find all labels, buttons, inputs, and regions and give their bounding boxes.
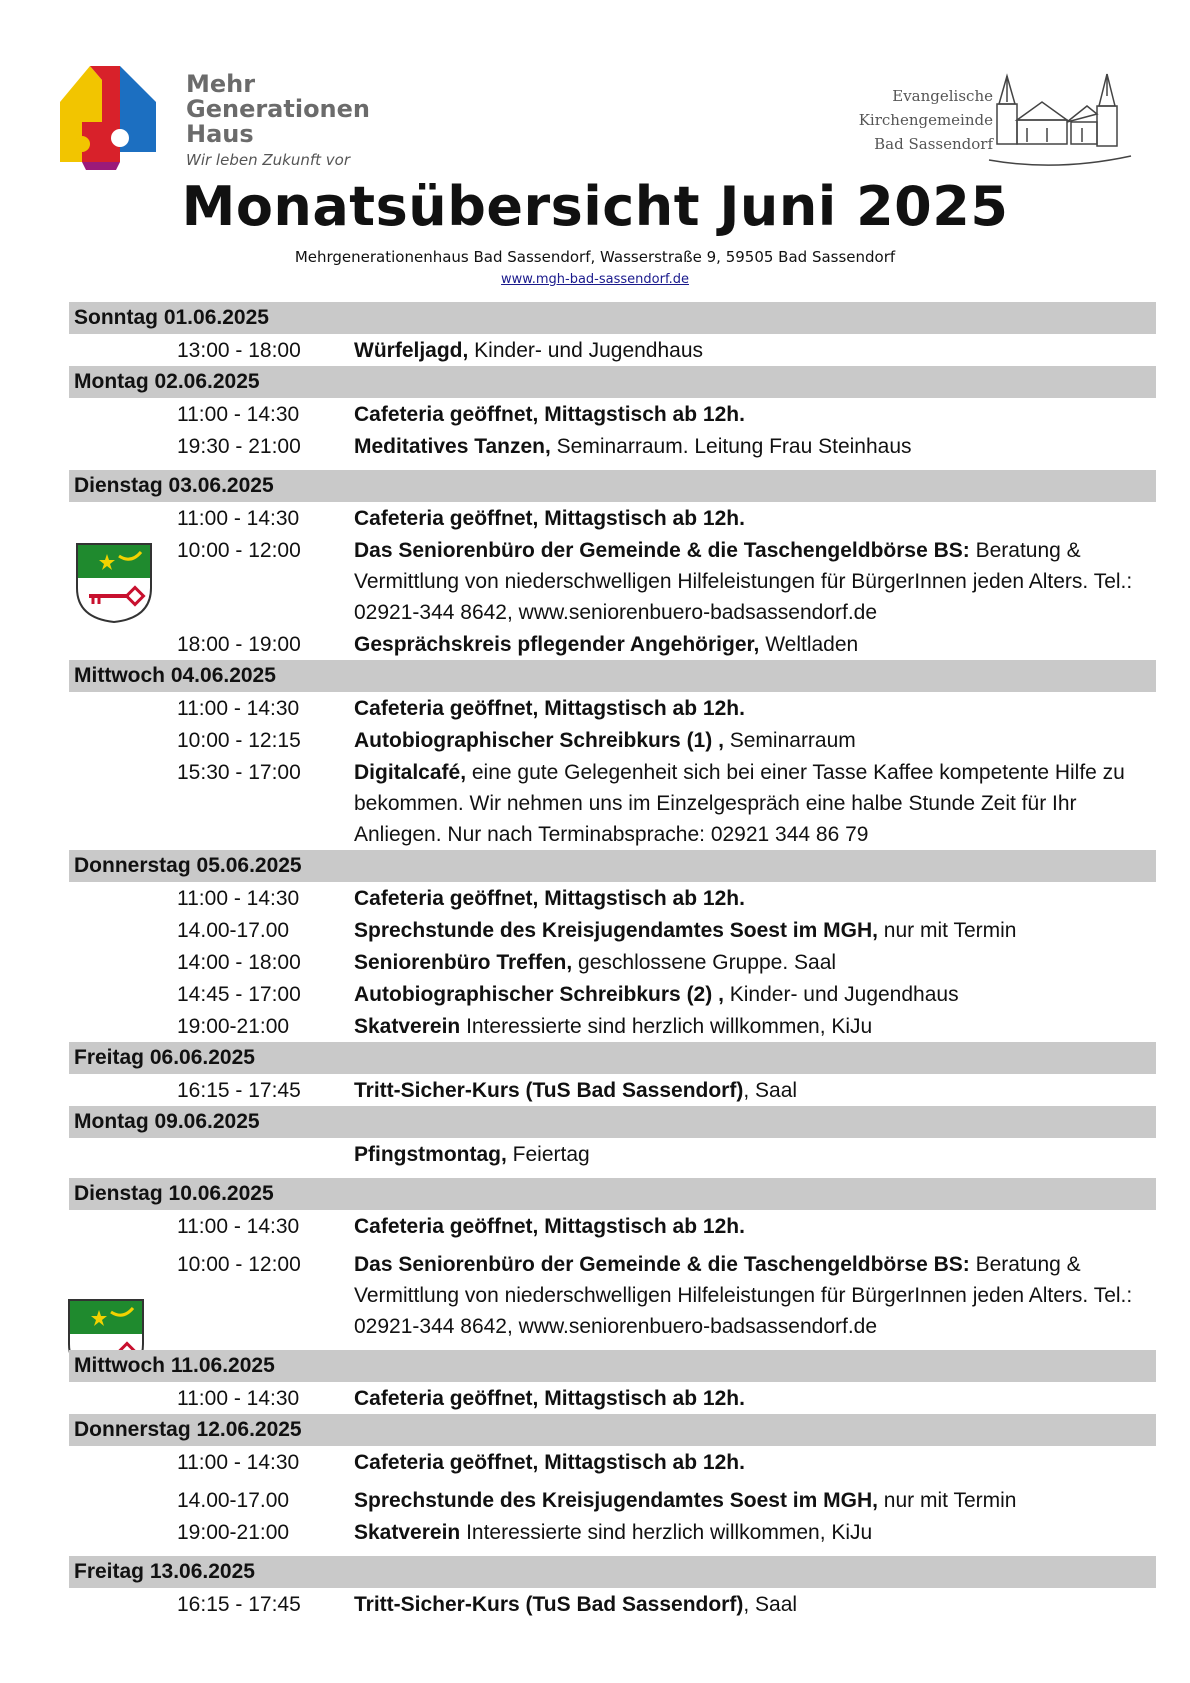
day-block — [69, 1106, 1156, 1170]
event-row — [69, 534, 1156, 628]
event-time: 19:00-21:00 — [177, 1015, 290, 1038]
event-time: 14:45 - 17:00 — [177, 983, 301, 1006]
event-row — [69, 914, 1156, 946]
event-title: Skatverein — [354, 1521, 461, 1544]
event-time: 19:30 - 21:00 — [177, 435, 301, 458]
event-time: 10:00 - 12:00 — [177, 1253, 301, 1276]
event-desc — [354, 915, 1150, 946]
event-row — [69, 882, 1156, 914]
church-logo-line3: Bad Sassendorf — [874, 135, 993, 153]
event-title: Cafeteria geöffnet, Mittagstisch ab 12h. — [354, 1451, 745, 1474]
event-text: Feiertag — [506, 1143, 590, 1166]
church-logo-line2: Kirchengemeinde — [858, 111, 993, 129]
event-desc — [354, 883, 1150, 914]
day-header: Donnerstag 05.06.2025 — [69, 850, 1156, 882]
event-row — [69, 502, 1156, 534]
day-header: Freitag 13.06.2025 — [69, 1556, 1156, 1588]
event-title: Cafeteria geöffnet, Mittagstisch ab 12h. — [354, 887, 745, 910]
event-title: Tritt-Sicher-Kurs (TuS Bad Sassendorf) — [354, 1593, 744, 1616]
event-title: Das Seniorenbüro der Gemeinde & die Taschengeldbörse BS: — [354, 1253, 970, 1276]
event-desc — [354, 399, 1150, 430]
day-block — [69, 1414, 1156, 1548]
event-text: eine gute Gelegenheit sich bei einer Tasse Kaffee kompetente Hilfe zu bekommen. Wir nehmen uns im Einzelgespräch eine halbe Stunde Zeit für Ihr Anliegen. Nur nach Terminabsprache: 02921 344 86 79 — [354, 761, 1125, 846]
event-text: Weltladen — [759, 633, 859, 656]
day-block — [69, 1350, 1156, 1414]
event-desc — [354, 1447, 1150, 1478]
day-header: Mittwoch 11.06.2025 — [69, 1350, 1156, 1382]
day-header: Freitag 06.06.2025 — [69, 1042, 1156, 1074]
day-block — [69, 1556, 1156, 1620]
event-time: 10:00 - 12:15 — [177, 729, 301, 752]
day-block — [69, 1042, 1156, 1106]
event-row — [69, 724, 1156, 756]
event-text: Kinder- und Jugendhaus — [723, 983, 959, 1006]
event-desc — [354, 629, 1150, 660]
event-title: Cafeteria geöffnet, Mittagstisch ab 12h. — [354, 1215, 745, 1238]
event-desc — [354, 503, 1150, 534]
event-time: 14:00 - 18:00 — [177, 951, 301, 974]
day-block — [69, 470, 1156, 660]
event-row — [69, 1588, 1156, 1620]
event-desc — [354, 335, 1150, 366]
event-title: Autobiographischer Schreibkurs (1) , — [354, 729, 724, 752]
event-desc — [354, 535, 1150, 628]
event-time: 16:15 - 17:45 — [177, 1079, 301, 1102]
event-title: Pfingstmontag, — [354, 1143, 507, 1166]
event-row — [69, 978, 1156, 1010]
event-text: Interessierte sind herzlich willkommen, KiJu — [460, 1521, 873, 1544]
day-block — [69, 366, 1156, 462]
mgh-logo-line2: Generationen — [186, 95, 371, 123]
event-title: Tritt-Sicher-Kurs (TuS Bad Sassendorf) — [354, 1079, 744, 1102]
event-desc — [354, 1517, 1150, 1548]
event-time: 15:30 - 17:00 — [177, 761, 301, 784]
day-header: Dienstag 10.06.2025 — [69, 1178, 1156, 1210]
event-desc — [354, 1139, 1150, 1170]
day-block — [69, 302, 1156, 366]
event-row — [69, 628, 1156, 660]
day-header: Montag 09.06.2025 — [69, 1106, 1156, 1138]
event-time: 14.00-17.00 — [177, 919, 290, 942]
event-text: , Saal — [743, 1079, 798, 1102]
event-title: Cafeteria geöffnet, Mittagstisch ab 12h. — [354, 403, 745, 426]
event-desc — [354, 947, 1150, 978]
event-title: Cafeteria geöffnet, Mittagstisch ab 12h. — [354, 507, 745, 530]
event-row — [69, 1138, 1156, 1170]
day-header: Donnerstag 12.06.2025 — [69, 1414, 1156, 1446]
event-row — [69, 946, 1156, 978]
event-desc — [354, 1589, 1150, 1620]
event-desc — [354, 1485, 1150, 1516]
event-row — [69, 1010, 1156, 1042]
event-text: Seminarraum — [723, 729, 856, 752]
mgh-logo-line1: Mehr — [186, 70, 256, 98]
event-text: Kinder- und Jugendhaus — [468, 339, 704, 362]
church-logo-line1: Evangelische — [892, 87, 993, 105]
church-logo-text — [859, 84, 993, 156]
day-header: Sonntag 01.06.2025 — [69, 302, 1156, 334]
day-block — [69, 660, 1156, 850]
event-text: nur mit Termin — [877, 1489, 1017, 1512]
event-time: 11:00 - 14:30 — [177, 403, 300, 426]
event-text: Interessierte sind herzlich willkommen, KiJu — [460, 1015, 873, 1038]
day-header: Montag 02.06.2025 — [69, 366, 1156, 398]
event-row — [69, 1248, 1156, 1342]
event-title: Autobiographischer Schreibkurs (2) , — [354, 983, 724, 1006]
event-desc — [354, 693, 1150, 724]
mgh-logo-line3: Haus — [186, 120, 254, 148]
event-title: Cafeteria geöffnet, Mittagstisch ab 12h. — [354, 697, 745, 720]
event-row — [69, 756, 1156, 850]
event-title: Meditatives Tanzen, — [354, 435, 551, 458]
day-header: Mittwoch 04.06.2025 — [69, 660, 1156, 692]
event-title: Digitalcafé, — [354, 761, 467, 784]
schedule-list — [69, 302, 1156, 1620]
mgh-logo-text — [186, 72, 370, 169]
event-title: Gesprächskreis pflegender Angehöriger, — [354, 633, 760, 656]
event-desc — [354, 1383, 1150, 1414]
event-desc — [354, 1011, 1150, 1042]
website-link[interactable]: www.mgh-bad-sassendorf.de — [501, 272, 689, 287]
mgh-puzzle-house-logo — [52, 62, 162, 172]
event-desc — [354, 1211, 1150, 1242]
day-block — [69, 1178, 1156, 1342]
event-title: Skatverein — [354, 1015, 461, 1038]
event-time: 11:00 - 14:30 — [177, 887, 300, 910]
day-block — [69, 850, 1156, 1042]
event-row — [69, 692, 1156, 724]
event-row — [69, 334, 1156, 366]
event-time: 11:00 - 14:30 — [177, 1387, 300, 1410]
mgh-slogan: Wir leben Zukunft vor — [186, 151, 350, 169]
event-title: Würfeljagd, — [354, 339, 469, 362]
event-time: 10:00 - 12:00 — [177, 539, 301, 562]
event-time: 13:00 - 18:00 — [177, 339, 301, 362]
day-header: Dienstag 03.06.2025 — [69, 470, 1156, 502]
event-title: Sprechstunde des Kreisjugendamtes Soest im MGH, — [354, 919, 878, 942]
event-title: Sprechstunde des Kreisjugendamtes Soest im MGH, — [354, 1489, 878, 1512]
event-row — [69, 1516, 1156, 1548]
event-time: 19:00-21:00 — [177, 1521, 290, 1544]
event-time: 11:00 - 14:30 — [177, 507, 300, 530]
event-desc — [354, 431, 1150, 462]
event-row — [69, 1446, 1156, 1478]
page-title: Monatsübersicht Juni 2025 — [181, 175, 1009, 238]
event-title: Das Seniorenbüro der Gemeinde & die Taschengeldbörse BS: — [354, 539, 970, 562]
event-time: 16:15 - 17:45 — [177, 1593, 301, 1616]
event-text: Beratung & Vermittlung von niederschwelligen Hilfeleistungen für BürgerInnen jeden Alters. Tel.: 02921-344 8642, www.seniorenbuero-badsassendorf.de — [354, 539, 1133, 624]
address-line: Mehrgenerationenhaus Bad Sassendorf, Wasserstraße 9, 59505 Bad Sassendorf — [294, 248, 896, 266]
event-row — [69, 1484, 1156, 1516]
event-text: Seminarraum. Leitung Frau Steinhaus — [550, 435, 912, 458]
website-link-wrapper — [0, 271, 1190, 287]
event-row — [69, 430, 1156, 462]
event-desc — [354, 757, 1150, 850]
event-desc — [354, 725, 1150, 756]
event-time: 11:00 - 14:30 — [177, 1215, 300, 1238]
event-time: 18:00 - 19:00 — [177, 633, 301, 656]
event-title: Seniorenbüro Treffen, — [354, 951, 573, 974]
event-text: Beratung & Vermittlung von niederschwelligen Hilfeleistungen für BürgerInnen jeden Alters. Tel.: 02921-344 8642, www.seniorenbuero-badsassendorf.de — [354, 1253, 1133, 1338]
event-time: 11:00 - 14:30 — [177, 1451, 300, 1474]
event-text: geschlossene Gruppe. Saal — [572, 951, 837, 974]
event-row — [69, 1382, 1156, 1414]
event-desc — [354, 1249, 1150, 1342]
event-desc — [354, 979, 1150, 1010]
church-drawing-icon — [987, 72, 1133, 168]
event-time: 14.00-17.00 — [177, 1489, 290, 1512]
event-text: , Saal — [743, 1593, 798, 1616]
event-desc — [354, 1075, 1150, 1106]
event-title: Cafeteria geöffnet, Mittagstisch ab 12h. — [354, 1387, 745, 1410]
event-row — [69, 1074, 1156, 1106]
event-text: nur mit Termin — [877, 919, 1017, 942]
event-time: 11:00 - 14:30 — [177, 697, 300, 720]
event-row — [69, 398, 1156, 430]
event-row — [69, 1210, 1156, 1242]
